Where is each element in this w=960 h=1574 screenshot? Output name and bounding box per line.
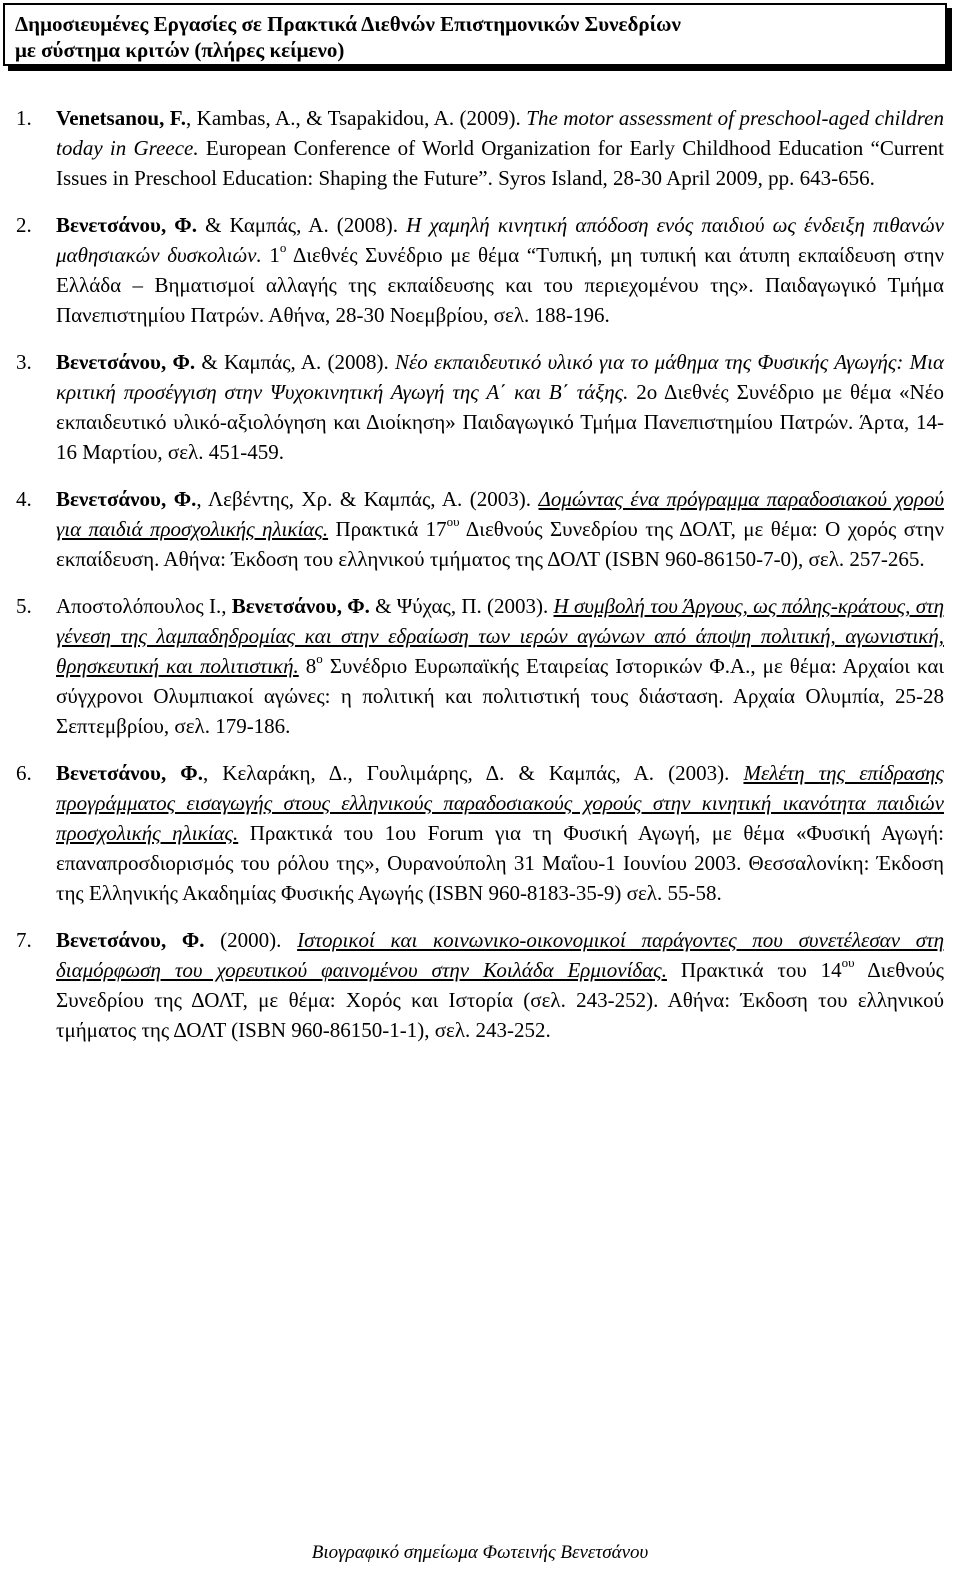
- reference-number: 5.: [16, 594, 32, 618]
- reference-item: [16, 103, 944, 193]
- reference-venue: Πρακτικά του 1ου Forum για τη Φυσική Αγωγή, με θέμα «Φυσική Αγωγή: επαναπροσδιορισμός του ρόλου της», Ουρανούπολη 31 Μαΐου-1 Ιουνίου 2003. Θεσσαλονίκη: Έκδοση της Ελληνικής Ακαδημίας Φυσικής Αγωγής (ISBN 960-8183-35-9) σελ. 55-58.: [56, 821, 945, 905]
- reference-authors: , Κελαράκη, Δ., Γουλιμάρης, Δ. & Καμπάς, Α. (2003).: [202, 761, 744, 785]
- reference-item: [16, 758, 944, 908]
- ordinal-superscript: ου: [841, 955, 855, 970]
- reference-authors: , Λεβέντης, Χρ. & Καμπάς, Α. (2003).: [196, 487, 539, 511]
- reference-author-highlight: Βενετσάνου, Φ.: [56, 761, 203, 785]
- reference-venue: 2ο Διεθνές Συνέδριο με θέμα «Νέο εκπαιδευτικό υλικό-αξιολόγηση και Διοίκηση» Παιδαγωγικό Τμήμα Πανεπιστημίου Πατρών. Άρτα, 14-16 Μαρτίου, σελ. 451-459.: [56, 380, 944, 464]
- reference-number: 6.: [16, 761, 32, 785]
- reference-number: 7.: [16, 928, 32, 952]
- reference-title: Μελέτη της επίδρασης προγράμματος εισαγωγής στους ελληνικούς παραδοσιακούς χορούς στην κινητική ικανότητα παιδιών προσχολικής ηλικίας.: [56, 761, 944, 845]
- reference-author-highlight: Βενετσάνου, Φ.: [56, 487, 197, 511]
- reference-authors: & Ψύχας, Π. (2003).: [369, 594, 554, 618]
- reference-authors: & Καμπάς, Α. (2008).: [196, 213, 407, 237]
- reference-title: Δομώντας ένα πρόγραμμα παραδοσιακού χορού για παιδιά προσχολικής ηλικίας.: [56, 487, 944, 541]
- reference-authors: & Καμπάς, Α. (2008).: [195, 350, 396, 374]
- page-footer: Βιογραφικό σημείωμα Φωτεινής Βενετσάνου: [311, 1542, 649, 1563]
- reference-author-highlight: Venetsanou, F.: [56, 106, 186, 130]
- ordinal-superscript: ο: [316, 651, 323, 666]
- reference-title: Ιστορικοί και κοινωνικο-οικονομικοί παράγοντες που συνετέλεσαν στη διαμόρφωση του χορευτικού φαινομένου στην Κοιλάδα Ερμιονίδας.: [56, 928, 944, 982]
- reference-venue-prefix: 8: [298, 654, 317, 678]
- reference-number: 2.: [16, 213, 32, 237]
- reference-venue: Συνέδριο Ευρωπαϊκής Εταιρείας Ιστορικών Φ.Α., με θέμα: Αρχαίοι και σύγχρονοι Ολυμπιακοί αγώνες: η πολιτική και πολιτιστική τους διάσταση. Αρχαία Ολυμπία, 25-28 Σεπτεμβρίου, σελ. 179-186.: [56, 654, 944, 738]
- reference-number: 3.: [16, 350, 32, 374]
- reference-item: [16, 347, 944, 467]
- reference-number: 4.: [16, 487, 32, 511]
- reference-authors: (2000).: [204, 928, 298, 952]
- reference-author-highlight: Βενετσάνου, Φ.: [231, 594, 370, 618]
- reference-item: [16, 925, 944, 1045]
- reference-list: [16, 103, 944, 1062]
- reference-author-highlight: Βενετσάνου, Φ.: [56, 213, 197, 237]
- reference-author-highlight: Βενετσάνου, Φ.: [56, 350, 196, 374]
- reference-title: Η συμβολή του Άργους, ως πόλης-κράτους, στη γένεση της λαμπαδηδρομίας και στην εδραίωση των ιερών αγώνων από άποψη πολιτική, αγωνιστική, θρησκευτική και πολιτιστική.: [56, 594, 944, 678]
- reference-item: [16, 210, 944, 330]
- reference-item: [16, 484, 944, 574]
- reference-title: Νέο εκπαιδευτικό υλικό για το μάθημα της Φυσικής Αγωγής: Μια κριτική προσέγγιση στην Ψυχοκινητική Αγωγή της Α΄ και Β΄ τάξης.: [56, 350, 944, 404]
- reference-title: Η χαμηλή κινητική απόδοση ενός παιδιού ως ένδειξη πιθανών μαθησιακών δυσκολιών.: [56, 213, 944, 267]
- reference-venue-prefix: 1: [261, 243, 280, 267]
- section-title-line-2: με σύστημα κριτών (πλήρες κείμενο): [15, 38, 345, 62]
- reference-venue: Διεθνούς Συνεδρίου της ΔΟΛΤ, με θέμα: Χορός και Ιστορία (σελ. 243-252). Αθήνα: Έκδοση του ελληνικού τμήματος της ΔΟΛΤ (ISBN 960-86150-1-1), σελ. 243-252.: [56, 958, 944, 1042]
- reference-venue-prefix: Πρακτικά 17: [328, 517, 447, 541]
- reference-number: 1.: [16, 106, 32, 130]
- reference-item: [16, 591, 944, 741]
- reference-venue: Διεθνές Συνέδριο με θέμα “Τυπική, μη τυπική και άτυπη εκπαίδευση στην Ελλάδα – Βηματισμοί αλλαγής της εκπαίδευσης και του περιεχομένου της». Παιδαγωγικό Τμήμα Πανεπιστημίου Πατρών. Αθήνα, 28-30 Νοεμβρίου, σελ. 188-196.: [56, 243, 945, 327]
- reference-venue: European Conference of World Organization for Early Childhood Education “Current Issues in Preschool Education: Shaping the Future”. Syros Island, 28-30 April 2009, pp. 643-656.: [56, 136, 944, 190]
- reference-author-highlight: Βενετσάνου, Φ.: [56, 928, 205, 952]
- reference-venue-prefix: Πρακτικά του 14: [666, 958, 842, 982]
- ordinal-superscript: ο: [279, 240, 287, 255]
- reference-authors-prefix: Αποστολόπουλος Ι.,: [56, 594, 232, 618]
- reference-title: The motor assessment of preschool-aged children today in Greece.: [56, 106, 945, 160]
- section-title-line-1: Δημοσιευμένες Εργασίες σε Πρακτικά Διεθνών Επιστημονικών Συνεδρίων: [15, 12, 681, 36]
- section-header-box: [3, 3, 947, 66]
- reference-authors: , Kambas, A., & Tsapakidou, A. (2009).: [185, 106, 527, 130]
- ordinal-superscript: ου: [446, 514, 460, 529]
- reference-venue: Διεθνούς Συνεδρίου της ΔΟΛΤ, με θέμα: Ο χορός στην εκπαίδευση. Αθήνα: Έκδοση του ελληνικού τμήματος της ΔΟΛΤ (ISBN 960-86150-7-0), σελ. 257-265.: [56, 517, 945, 571]
